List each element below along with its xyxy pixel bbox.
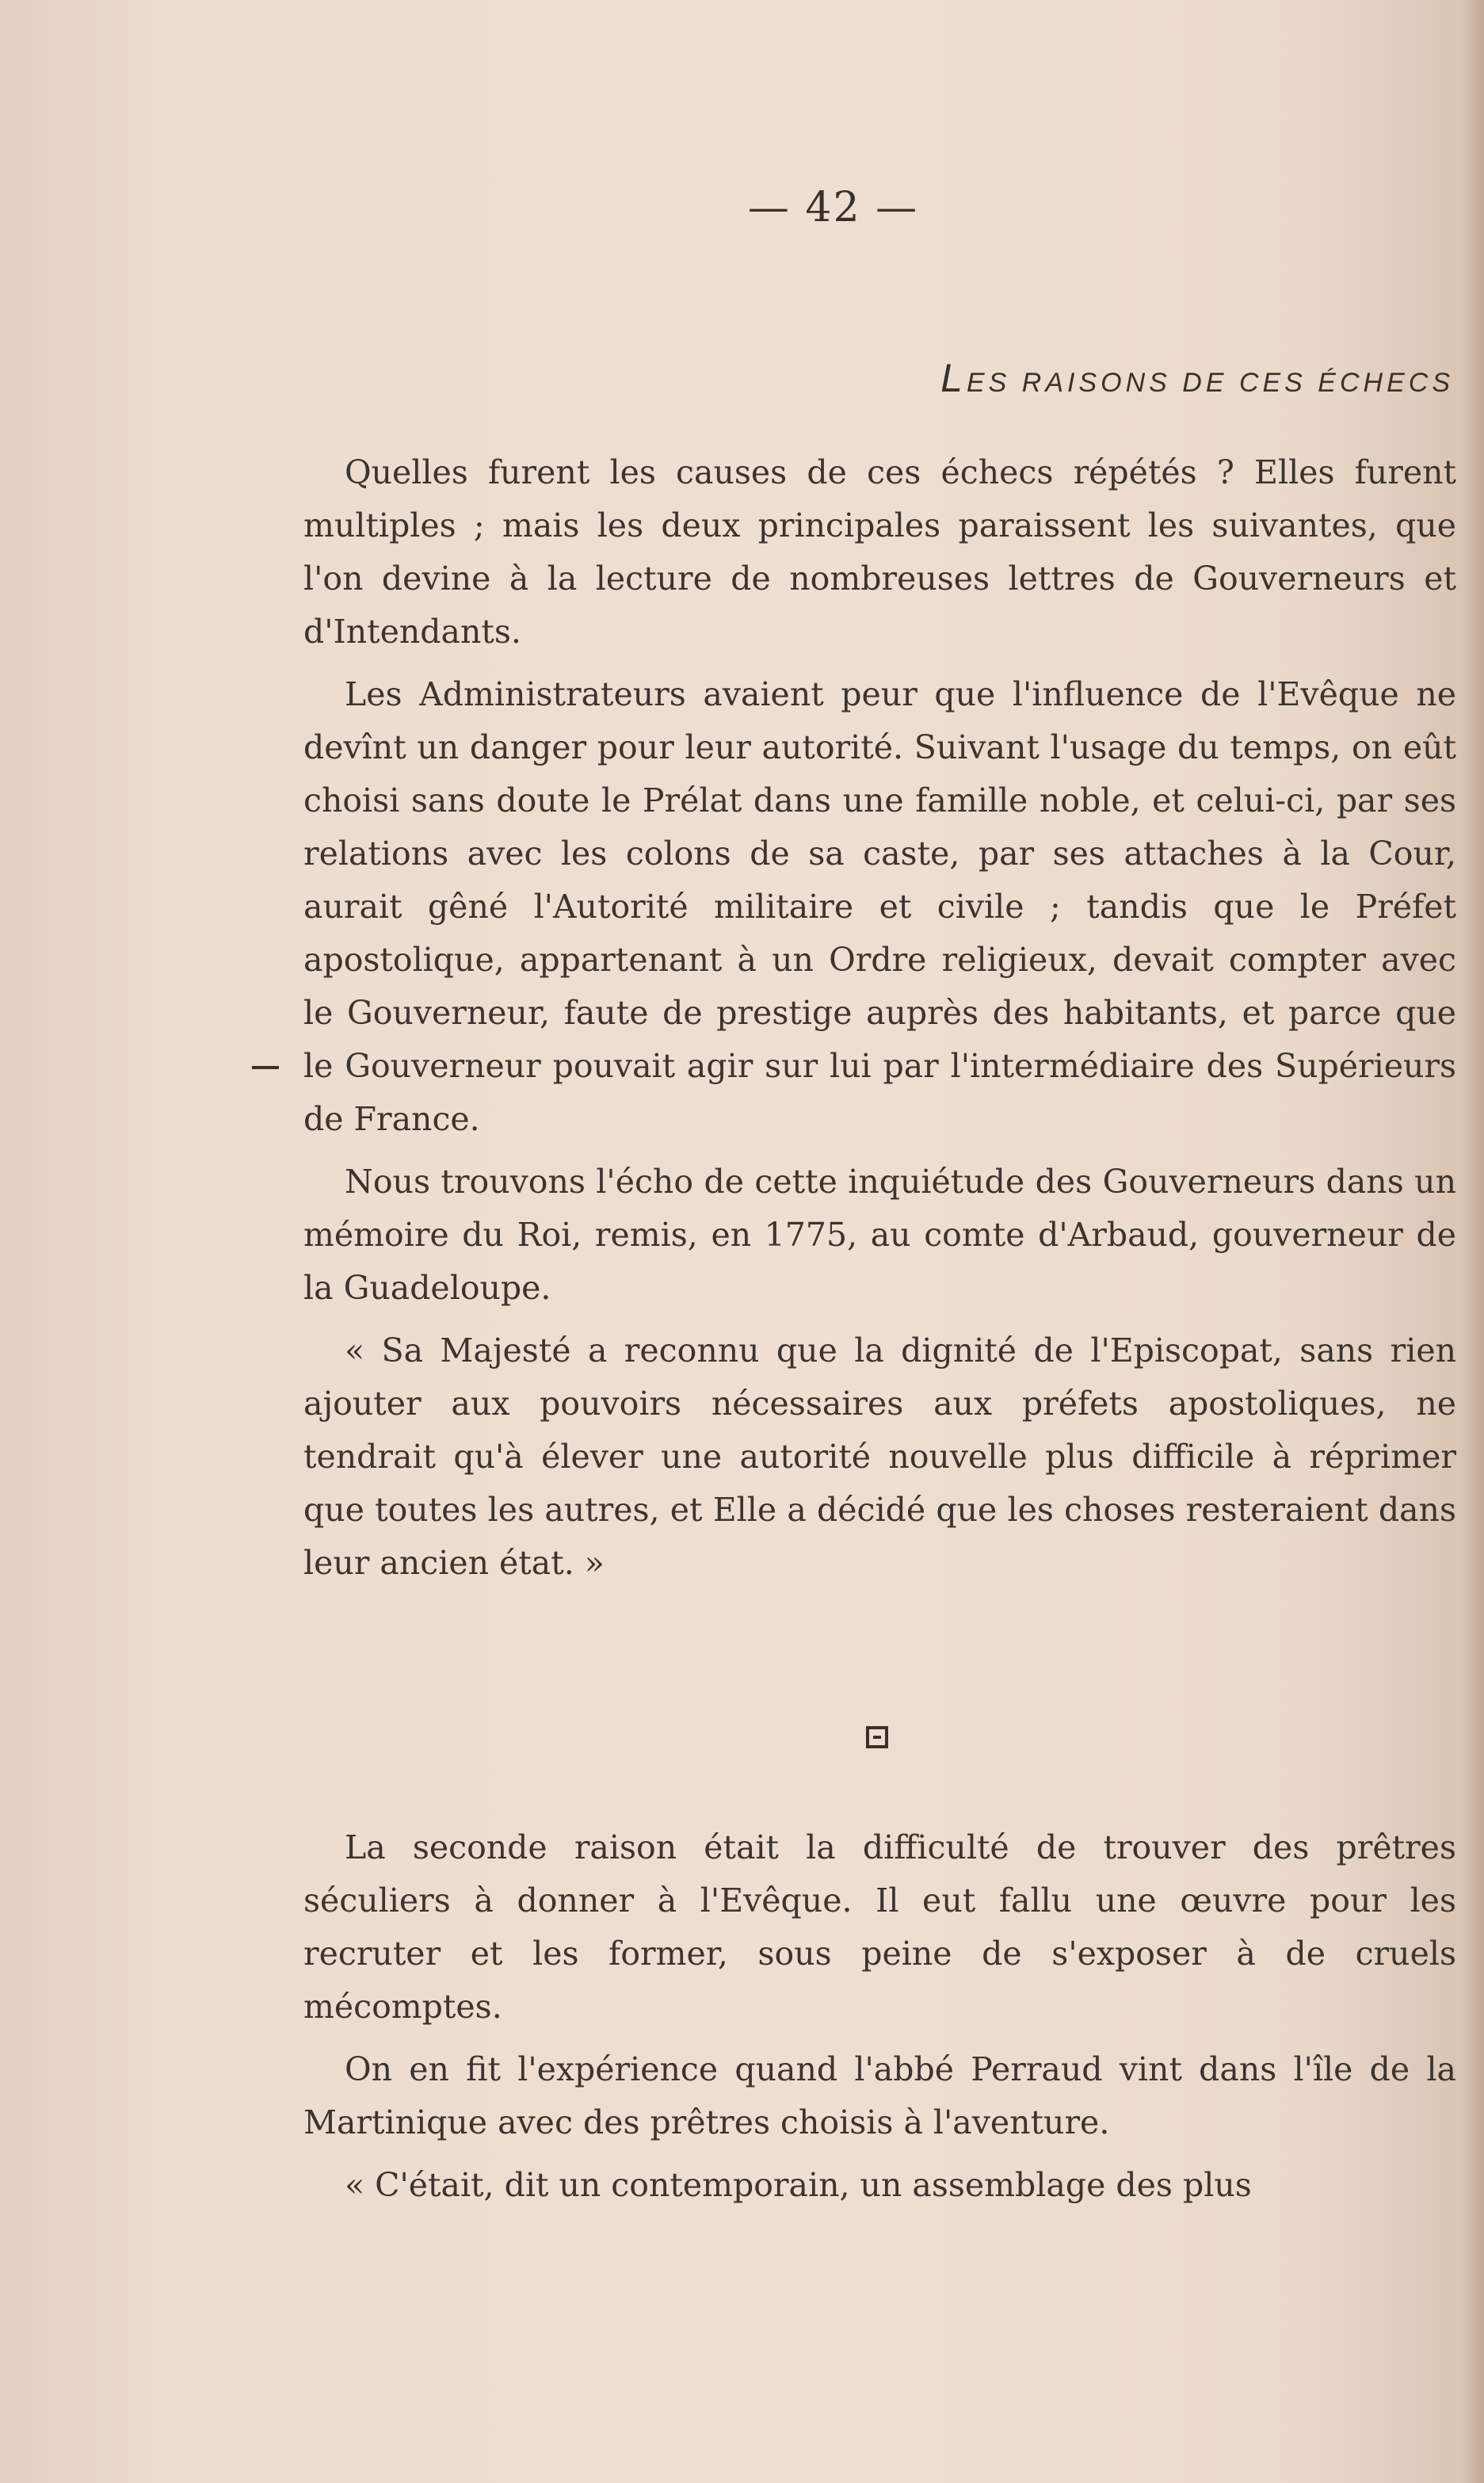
- text-block-bottom: [303, 1821, 1456, 2221]
- paragraph: « C'était, dit un contemporain, un assemblage des plus: [345, 2166, 1252, 2204]
- paragraph: « Sa Majesté a reconnu que la dignité de l'Episcopat, sans rien ajouter aux pouvoirs nécessaires aux préfets apostoliques, ne tendrait qu'à élever une autorité nouvelle plus difficile à réprimer que toutes les autres, et Elle a décidé que les choses resteraient dans leur ancien état. »: [303, 1331, 1456, 1582]
- square-ornament-icon: [866, 1726, 888, 1748]
- paragraph: La seconde raison était la difficulté de trouver des prêtres séculiers à donner à l'Evêque. Il eut fallu une œuvre pour les recruter et les former, sous peine de s'exposer à de cruels mécomptes.: [303, 1828, 1456, 2026]
- paragraph: On en fit l'expérience quand l'abbé Perraud vint dans l'île de la Martinique avec des prêtres choisis à l'aventure.: [303, 2050, 1456, 2141]
- section-heading-text: LES RAISONS DE CES ÉCHECS: [940, 356, 1454, 400]
- section-heading: [940, 355, 1454, 401]
- page-number: — 42 —: [747, 184, 919, 231]
- paragraph: Les Administrateurs avaient peur que l'influence de l'Evêque ne devînt un danger pour leur autorité. Suivant l'usage du temps, on eût choisi sans doute le Prélat dans une famille noble, et celui-ci, par ses relations avec les colons de sa caste, par ses attaches à la Cour, aurait gêné l'Autorité militaire et civile ; tandis que le Préfet apostolique, appartenant à un Ordre religieux, devait compter avec le Gouverneur, faute de prestige auprès des habitants, et parce que le Gouverneur pouvait agir sur lui par l'intermédiaire des Supérieurs de France.: [303, 675, 1456, 1138]
- text-block-top: [303, 446, 1456, 1599]
- paragraph: Nous trouvons l'écho de cette inquiétude des Gouverneurs dans un mémoire du Roi, remis, en 1775, au comte d'Arbaud, gouverneur de la Guadeloupe.: [303, 1163, 1456, 1307]
- paragraph: Quelles furent les causes de ces échecs répétés ? Elles furent multiples ; mais les deux principales paraissent les suivantes, que l'on devine à la lecture de nombreuses lettres de Gouverneurs et d'Intendants.: [303, 453, 1456, 651]
- margin-dash-mark: [252, 1066, 279, 1069]
